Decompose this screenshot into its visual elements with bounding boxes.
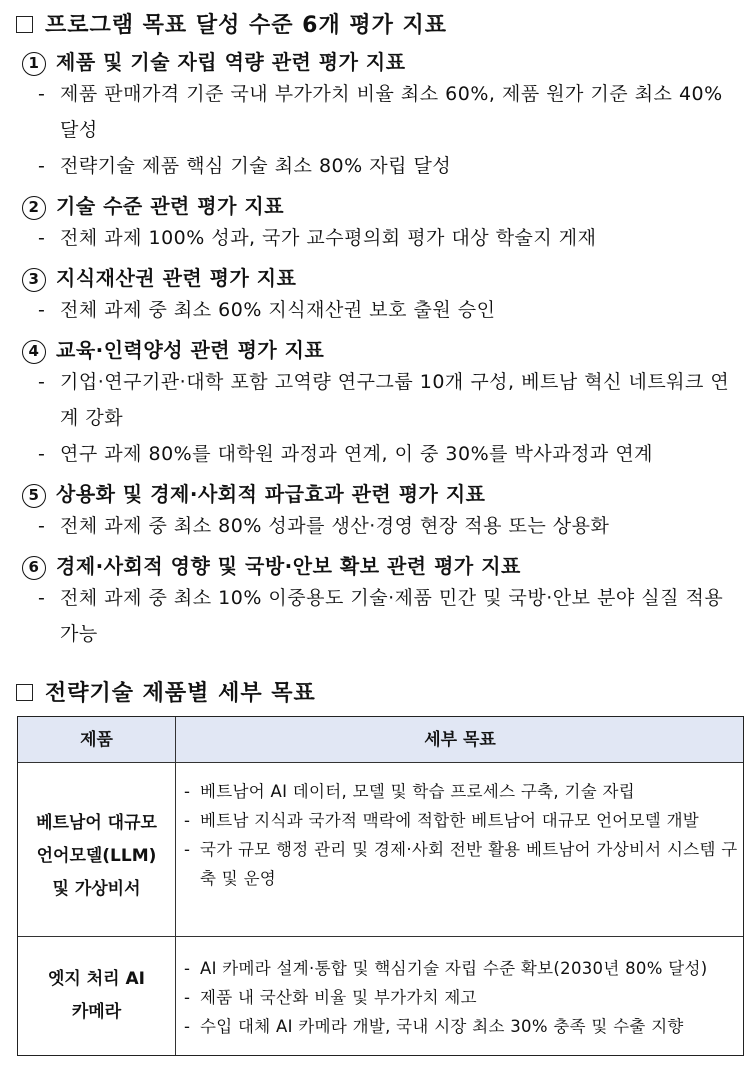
- dash-marker: -: [38, 587, 46, 609]
- column-divider: [175, 717, 176, 1055]
- product-cell-llm: 베트남어 대규모 언어모델(LLM) 및 가상비서: [36, 813, 157, 899]
- section-1-title: 프로그램 목표 달성 수준 6개 평가 지표: [16, 8, 447, 39]
- detail-item: - 수입 대체 AI 카메라 개발, 국내 시장 최소 30% 충족 및 수출 지향: [184, 1017, 684, 1036]
- circled-number-icon: 1: [22, 52, 46, 76]
- circled-number-icon: 5: [22, 484, 46, 508]
- indicator-4-bullet-2: - 연구 과제 80%를 대학원 과정과 연계, 이 중 30%를 박사과정과 연계: [38, 436, 738, 472]
- detail-item: - AI 카메라 설계·통합 및 핵심기술 자립 수준 확보(2030년 80% 달성): [184, 959, 708, 978]
- detail-item: - 베트남 지식과 국가적 맥락에 적합한 베트남어 대규모 언어모델 개발: [184, 811, 700, 830]
- dash-marker: -: [38, 515, 46, 537]
- product-cell-camera: 엣지 처리 AI 카메라: [47, 969, 145, 1022]
- circled-number-icon: 6: [22, 556, 46, 580]
- indicator-2-title: 2 기술 수준 관련 평가 지표: [22, 190, 284, 220]
- dash-marker: -: [38, 443, 46, 465]
- detail-item: - 제품 내 국산화 비율 및 부가가치 제고: [184, 988, 477, 1007]
- checkbox-square-icon: [16, 16, 33, 33]
- indicator-4-title: 4 교육·인력양성 관련 평가 지표: [22, 334, 324, 364]
- indicator-5-title: 5 상용화 및 경제·사회적 파급효과 관련 평가 지표: [22, 478, 485, 508]
- details-cell-llm: [184, 777, 740, 893]
- header-product: 제품: [80, 730, 113, 750]
- circled-number-icon: 3: [22, 268, 46, 292]
- indicator-6-bullet-1: - 전체 과제 중 최소 10% 이중용도 기술·제품 민간 및 국방·안보 분야 실질 적용 가능: [38, 580, 738, 652]
- header-details: 세부 목표: [424, 730, 496, 750]
- row-divider: [18, 936, 743, 937]
- indicator-3-title: 3 지식재산권 관련 평가 지표: [22, 262, 296, 292]
- indicator-1-bullet-1: - 제품 판매가격 기준 국내 부가가치 비율 최소 60%, 제품 원가 기준 최소 40% 달성: [38, 76, 738, 148]
- indicator-1-bullet-2: - 전략기술 제품 핵심 기술 최소 80% 자립 달성: [38, 148, 738, 184]
- dash-marker: -: [38, 299, 46, 321]
- detail-item: - 국가 규모 행정 관리 및 경제·사회 전반 활용 베트남어 가상비서 시스템 구축 및 운영: [184, 840, 738, 888]
- indicator-1-title: 1 제품 및 기술 자립 역량 관련 평가 지표: [22, 46, 406, 76]
- product-goals-table: [17, 716, 744, 1056]
- dash-marker: -: [38, 371, 46, 393]
- dash-marker: -: [38, 155, 46, 177]
- dash-marker: -: [38, 227, 46, 249]
- indicator-3-bullet-1: - 전체 과제 중 최소 60% 지식재산권 보호 출원 승인: [38, 292, 738, 328]
- circled-number-icon: 2: [22, 196, 46, 220]
- indicator-5-bullet-1: - 전체 과제 중 최소 80% 성과를 생산·경영 현장 적용 또는 상용화: [38, 508, 738, 544]
- indicator-6-title: 6 경제·사회적 영향 및 국방·안보 확보 관련 평가 지표: [22, 550, 521, 580]
- section-2-title: 전략기술 제품별 세부 목표: [16, 676, 316, 707]
- indicator-2-bullet-1: - 전체 과제 100% 성과, 국가 교수평의회 평가 대상 학술지 게재: [38, 220, 738, 256]
- detail-item: - 베트남어 AI 데이터, 모델 및 학습 프로세스 구축, 기술 자립: [184, 782, 636, 801]
- indicator-4-bullet-1: - 기업·연구기관·대학 포함 고역량 연구그룹 10개 구성, 베트남 혁신 네트워크 연계 강화: [38, 364, 738, 436]
- circled-number-icon: 4: [22, 340, 46, 364]
- dash-marker: -: [38, 83, 46, 105]
- details-cell-camera: [184, 954, 740, 1041]
- checkbox-square-icon: [16, 684, 33, 701]
